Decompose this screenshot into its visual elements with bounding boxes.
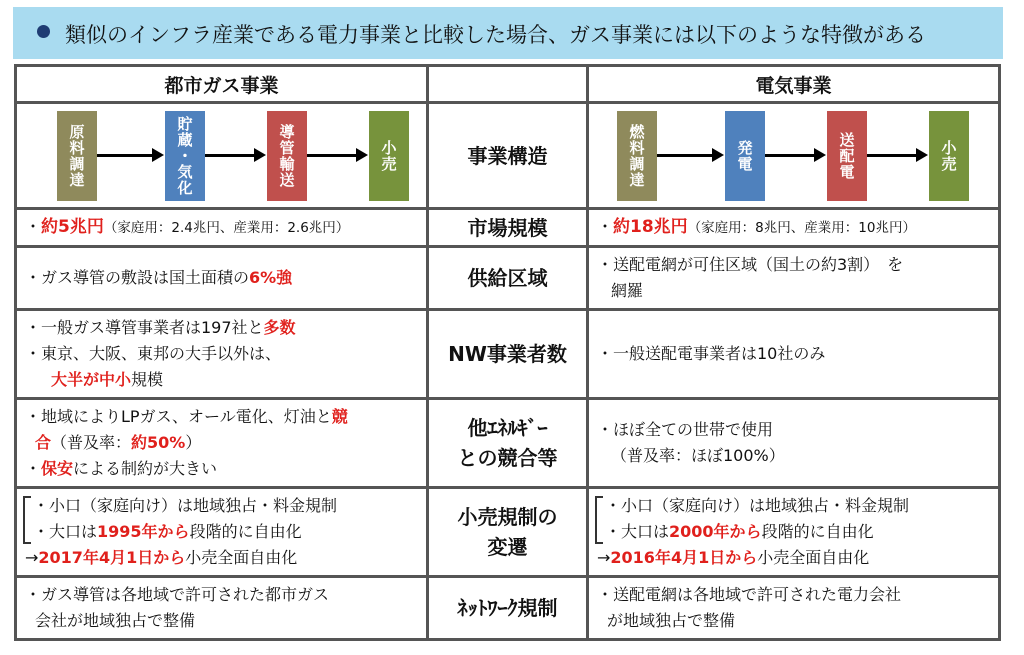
gas-reg-l2c: 段階的に自由化: [189, 522, 302, 541]
arrow-icon: [97, 154, 155, 157]
elec-reg-l2a: ・大口は: [605, 522, 670, 541]
arrow-icon: [205, 154, 257, 157]
gas-competition-cell: [16, 399, 428, 488]
bullet: ・: [25, 459, 42, 478]
gas-net-line1: ・ガス導管は各地域で許可された都市ガス: [25, 585, 330, 604]
elec-reg-date: 2016年4月1日から: [610, 548, 758, 567]
label-regulation-1: 小売規制の: [457, 505, 558, 529]
gas-reg-year: 1995年から: [97, 522, 190, 541]
row-area: [16, 247, 1000, 310]
label-area: 供給区域: [428, 247, 588, 310]
row-competition: [16, 399, 1000, 488]
gas-nw-cell: [16, 310, 428, 399]
row-market: [16, 209, 1000, 247]
bracket-icon: [23, 496, 31, 544]
arrow-icon: [307, 154, 359, 157]
elec-area-line2: 網羅: [611, 281, 644, 300]
row-nw: [16, 310, 1000, 399]
gas-market-amount: 約5兆円: [41, 217, 104, 237]
gas-box-procurement: 原料調達: [57, 111, 97, 201]
gas-nw-line2: ・東京、大阪、東邦の大手以外は、: [25, 344, 282, 363]
gas-comp-hl3: 保安: [41, 459, 74, 478]
label-competition-2: との競合等: [457, 446, 558, 470]
arrow-text: →: [25, 548, 39, 567]
gas-net-line2: 会社が地域独占で整備: [35, 611, 196, 630]
elec-comp-line1: ・ほぼ全ての世帯で使用: [597, 420, 774, 439]
row-regulation: [16, 488, 1000, 577]
elec-reg-l2c: 段階的に自由化: [761, 522, 874, 541]
gas-reg-l3c: 小売全面自由化: [185, 548, 298, 567]
gas-reg-date: 2017年4月1日から: [38, 548, 186, 567]
gas-box-retail: 小売: [369, 111, 409, 201]
gas-area-highlight: 6%強: [249, 268, 293, 287]
elec-net-line2: が地域独占で整備: [607, 611, 736, 630]
gas-nw-line3: 規模: [131, 370, 164, 389]
gas-nw-highlight2: 大半が中小: [51, 370, 132, 389]
elec-box-generation: 発電: [725, 111, 765, 201]
gas-market-cell: [16, 209, 428, 247]
header-elec: 電気事業: [588, 66, 1000, 103]
banner-text: 類似のインフラ産業である電力事業と比較した場合、ガス事業には以下のような特徴がある: [65, 23, 926, 47]
elec-structure-cell: [588, 103, 1000, 209]
elec-market-detail: （家庭用：8兆円、産業用：10兆円）: [687, 220, 916, 236]
gas-comp-line3: による制約が大きい: [73, 459, 218, 478]
header-mid: [428, 66, 588, 103]
elec-reg-l3c: 小売全面自由化: [757, 548, 870, 567]
gas-nw-highlight: 多数: [263, 318, 296, 337]
gas-comp-hl1: 競: [331, 407, 348, 426]
elec-reg-line1: ・小口（家庭向け）は地域独占・料金規制: [605, 496, 910, 515]
gas-box-storage: 貯蔵・気化: [165, 111, 205, 201]
elec-nw-cell: ・一般送配電事業者は10社のみ: [588, 310, 1000, 399]
gas-comp-hl2: 合: [35, 433, 52, 452]
bracket-icon: [595, 496, 603, 544]
gas-area-cell: [16, 247, 428, 310]
gas-structure-cell: [16, 103, 428, 209]
arrow-icon: [867, 154, 919, 157]
bullet: ・: [25, 217, 42, 236]
label-competition: [428, 399, 588, 488]
label-regulation: [428, 488, 588, 577]
elec-box-fuel: 燃料調達: [617, 111, 657, 201]
row-structure: [16, 103, 1000, 209]
elec-net-line1: ・送配電網は各地域で許可された電力会社: [597, 585, 902, 604]
title-banner: [13, 7, 1003, 59]
arrow-text: →: [597, 548, 611, 567]
elec-reg-year: 2000年から: [669, 522, 762, 541]
label-market: 市場規模: [428, 209, 588, 247]
elec-area-line1: ・送配電網が可住区域（国土の約3割） を: [597, 255, 904, 274]
elec-regulation-cell: [588, 488, 1000, 577]
gas-comp-close: ）: [185, 433, 202, 452]
label-network: ﾈｯﾄﾜｰｸ規制: [428, 577, 588, 640]
arrow-icon: [765, 154, 817, 157]
elec-market-cell: [588, 209, 1000, 247]
gas-network-cell: [16, 577, 428, 640]
elec-box-retail: 小売: [929, 111, 969, 201]
elec-comp-line2: （普及率：ほぼ100%）: [611, 446, 785, 465]
gas-comp-text: （普及率：: [51, 433, 132, 452]
gas-flow-diagram: [17, 106, 426, 206]
elec-box-transmission: 送配電: [827, 111, 867, 201]
arrow-icon: [657, 154, 715, 157]
gas-nw-line1: ・一般ガス導管事業者は197社と: [25, 318, 264, 337]
elec-competition-cell: [588, 399, 1000, 488]
gas-box-pipeline: 導管輸送: [267, 111, 307, 201]
gas-comp-rate: 約50%: [131, 433, 186, 452]
label-structure: 事業構造: [428, 103, 588, 209]
gas-area-text: ・ガス導管の敷設は国土面積の: [25, 268, 250, 287]
elec-area-cell: [588, 247, 1000, 310]
bullet-icon: [37, 25, 50, 38]
header-row: [16, 66, 1000, 103]
label-competition-1: 他ｴﾈﾙｷﾞｰ: [467, 416, 548, 440]
gas-reg-line1: ・小口（家庭向け）は地域独占・料金規制: [33, 496, 338, 515]
row-network: [16, 577, 1000, 640]
label-regulation-2: 変遷: [487, 535, 528, 559]
gas-reg-l2a: ・大口は: [33, 522, 98, 541]
comparison-table: [14, 64, 1001, 641]
label-nw: NW事業者数: [428, 310, 588, 399]
elec-network-cell: [588, 577, 1000, 640]
header-gas: 都市ガス事業: [16, 66, 428, 103]
elec-flow-diagram: [589, 106, 998, 206]
gas-regulation-cell: [16, 488, 428, 577]
gas-market-detail: （家庭用：2.4兆円、産業用：2.6兆円）: [103, 220, 350, 236]
gas-comp-line1: ・地域によりLPガス、オール電化、灯油と: [25, 407, 332, 426]
elec-market-amount: 約18兆円: [613, 217, 688, 237]
bullet: ・: [597, 217, 614, 236]
